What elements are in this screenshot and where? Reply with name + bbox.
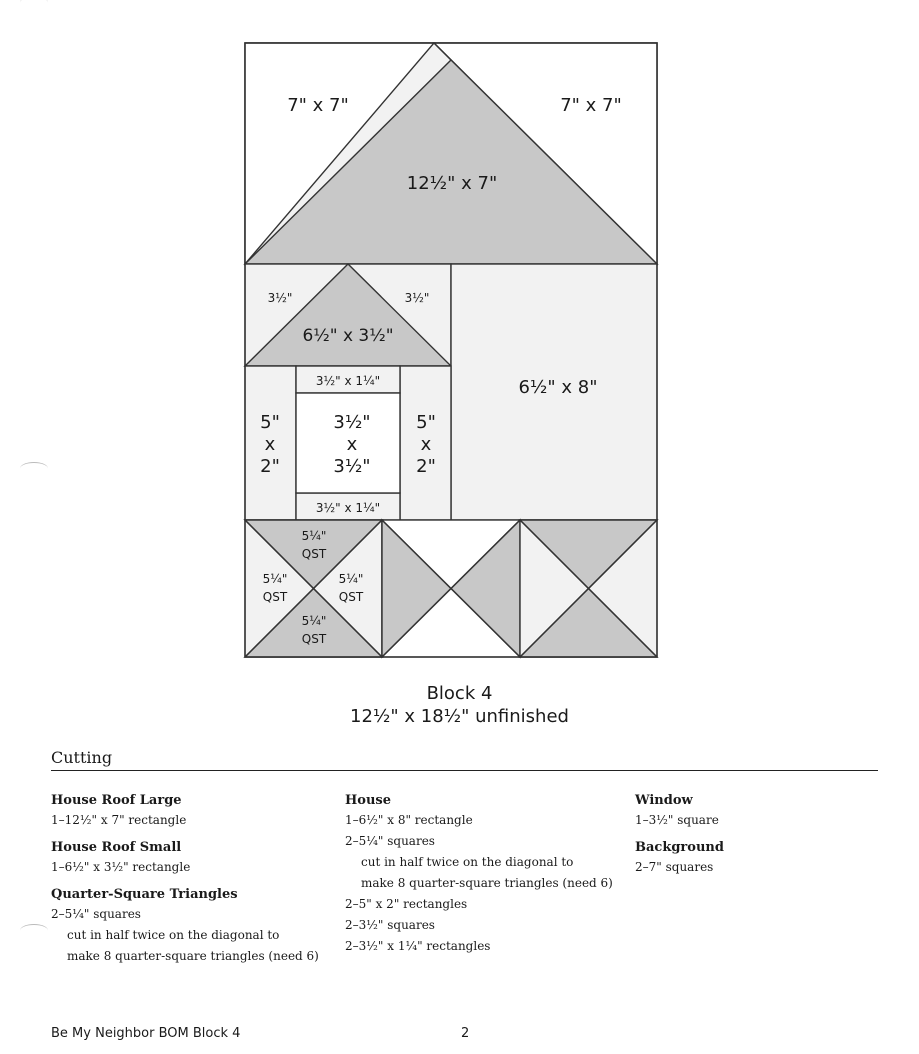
cutting-heading: Cutting (51, 748, 113, 767)
cut-line: 2–5¼" squares (345, 834, 435, 848)
divider (51, 770, 878, 771)
page-number: 2 (461, 1026, 470, 1041)
label-qst-left-2: QST (262, 590, 288, 604)
label-qst-bottom-2: QST (301, 632, 327, 646)
group-title: Window (635, 793, 693, 808)
label-small-center: 6½" x 3½" (302, 326, 394, 346)
block-size: 12½" x 18½" unfinished (350, 706, 569, 727)
label-big-right: 6½" x 8" (518, 377, 598, 398)
label-qst-bottom-1: 5¼" (301, 614, 327, 628)
punch-hole-mark (20, 924, 48, 937)
cut-line: 2–3½" x 1¼" rectangles (345, 939, 491, 953)
cut-line: 2–3½" squares (345, 918, 435, 932)
label-qst-right-2: QST (338, 590, 364, 604)
cut-line: 1–3½" square (635, 813, 719, 827)
label-side-left-3: 2" (260, 456, 280, 477)
cutting-column-2 (345, 792, 613, 957)
label-side-left-2: x (264, 434, 276, 455)
label-small-left: 3½" (267, 291, 293, 305)
label-side-right-3: 2" (416, 456, 436, 477)
cut-line: 2–5¼" squares (51, 907, 141, 921)
label-window-3: 3½" (333, 456, 371, 477)
cutting-column-3 (635, 792, 724, 886)
cut-line: cut in half twice on the diagonal to (67, 928, 280, 942)
label-roof-left: 7" x 7" (287, 95, 349, 116)
label-qst-top-1: 5¼" (301, 529, 327, 543)
label-roof-right: 7" x 7" (560, 95, 622, 116)
group-title: House Roof Large (51, 793, 182, 808)
cut-line: 1–12½" x 7" rectangle (51, 813, 187, 827)
label-qst-top-2: QST (301, 547, 327, 561)
group-title: House (345, 793, 391, 808)
label-window-2: x (346, 434, 358, 455)
cut-line: make 8 quarter-square triangles (need 6) (67, 949, 319, 963)
group-title: House Roof Small (51, 840, 182, 855)
group-title: Quarter-Square Triangles (51, 887, 238, 902)
footer-title: Be My Neighbor BOM Block 4 (51, 1026, 241, 1041)
cutting-column-1 (51, 792, 319, 975)
cut-line: 2–5" x 2" rectangles (345, 897, 468, 911)
block-title: Block 4 (426, 683, 493, 704)
label-window-1: 3½" (333, 412, 371, 433)
cut-line: cut in half twice on the diagonal to (361, 855, 574, 869)
label-side-left-1: 5" (260, 412, 280, 433)
label-side-right-1: 5" (416, 412, 436, 433)
label-small-right: 3½" (404, 291, 430, 305)
group-title: Background (635, 840, 724, 855)
label-side-right-2: x (420, 434, 432, 455)
cut-line: make 8 quarter-square triangles (need 6) (361, 876, 613, 890)
cut-line: 1–6½" x 8" rectangle (345, 813, 473, 827)
cut-line: 2–7" squares (635, 860, 714, 874)
label-qst-right-1: 5¼" (338, 572, 364, 586)
label-top-strip: 3½" x 1¼" (315, 374, 381, 388)
label-qst-left-1: 5¼" (262, 572, 288, 586)
label-bottom-strip: 3½" x 1¼" (315, 501, 381, 515)
label-roof-center: 12½" x 7" (406, 173, 498, 194)
cut-line: 1–6½" x 3½" rectangle (51, 860, 191, 874)
